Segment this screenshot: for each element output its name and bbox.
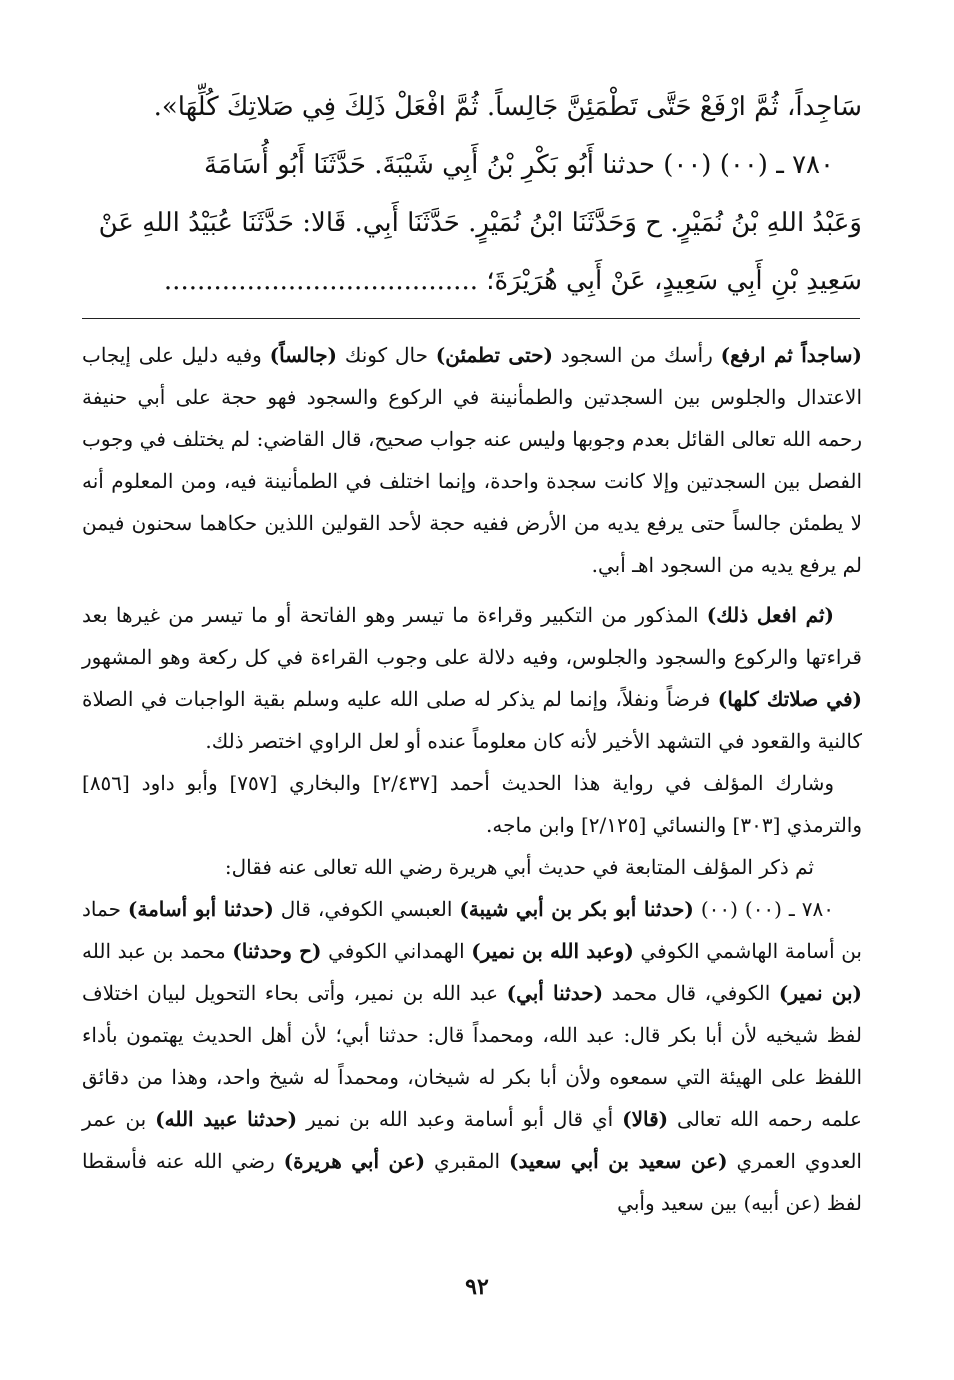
commentary-text: فرضاً ونفلاً، وإنما لم يذكر له صلى الله عليه وسلم بقية الواجبات في الصلاة كالنية والقعود في التشهد الأخير لأنه كان معلوماً عنده أو لعل الراوي اختصر ذلك.	[82, 687, 862, 753]
quoted-phrase: (وعبد الله بن نمير)	[471, 939, 634, 963]
commentary-paragraph	[82, 334, 862, 586]
commentary-text: الكوفي، قال محمد	[603, 981, 779, 1005]
quoted-phrase: (بن نمير)	[778, 981, 862, 1005]
commentary-text: وفيه دليل على إيجاب الاعتدال والجلوس بين السجدتين والطمأنينة في الركوع والسجود فهو حجة على أبي حنيفة رحمه الله تعالى القائل بعدم وجوبها وليس عنه جواب صحيح، قال القاضي: لم يختلف في وجوب الفصل بين السجدتين وإلا كانت سجدة واحدة، وإنما اختلف في الطمأنينة فيه، ومن المعلوم أنه لا يطمئن جالساً حتى يرفع يديه من الأرض ففيه حجة لأحد القولين اللذين حكاهما سحنون فيمن لم يرفع يديه من السجود اهـ أبي.	[82, 343, 862, 577]
quoted-phrase: (جالساً)	[269, 343, 338, 367]
commentary-text: المذكور من التكبير وقراءة ما تيسر وهو الفاتحة أو ما تيسر من غيرها بعد قراءتها والركوع والسجود والجلوس، وفيه دلالة على وجوب القراءة في كل ركعة وهو المشهور	[82, 603, 862, 669]
hadith-line: وَعَبْدُ اللهِ بْنُ نُمَيْرٍ. ح وَحَدَّثَنَا ابْنُ نُمَيْرٍ. حَدَّثَنَا أَبِي. قَالا: حَدَّثَنَا عُبَيْدُ اللهِ عَنْ	[98, 208, 862, 238]
commentary-text: رأسك من السجود	[552, 343, 721, 367]
hadith-line: ٧٨٠ ـ (٠٠) (٠٠) حدثنا أَبُو بَكْرِ بْنُ أَبِي شَيْبَةَ. حَدَّثَنَا أَبُو أُسَامَةَ	[204, 150, 834, 180]
commentary-text: عبد الله بن نمير، وأتى بحاء التحويل لبيان اختلاف لفظ شيخيه لأن أبا بكر قال: عبد الله، ومحمداً قال: حدثنا أبي؛ لأن أهل الحديث يهتمون بأداء اللفظ على الهيئة التي سمعوه ولأن أبا بكر له شيخان، ومحمداً له شيخ واحد، وهذا من دقائق علمه رحمه الله تعالى	[82, 981, 862, 1131]
quoted-phrase: (في صلاتك كلها)	[717, 687, 862, 711]
quoted-phrase: (ثم افعل ذلك)	[706, 603, 834, 627]
quoted-phrase: (حدثنا أبو أسامة)	[127, 897, 274, 921]
hadith-number: ٧٨٠ ـ (٠٠) (٠٠)	[693, 897, 834, 921]
hadith-line: سَعِيدِ بْنِ أَبِي سَعِيدٍ، عَنْ أَبِي هُرَيْرَةَ؛ ......................................	[163, 266, 862, 296]
commentary-text: بن عمر العدوي العمري	[82, 1107, 862, 1173]
commentary-text: العبسي الكوفي، قال	[273, 897, 460, 921]
quoted-phrase: (حدثنا عبيد الله)	[155, 1107, 298, 1131]
commentary-text: حال كونك	[337, 343, 436, 367]
quoted-phrase: (قالا)	[622, 1107, 669, 1131]
commentary-text: المقبري	[425, 1149, 509, 1173]
footnote-separator	[82, 318, 860, 319]
commentary-text: حماد بن أسامة الهاشمي الكوفي	[82, 897, 862, 963]
isnad-commentary	[82, 888, 862, 1224]
commentary	[82, 334, 862, 1224]
references-paragraph: وشارك المؤلف في رواية هذا الحديث أحمد [٢/٤٣٧] والبخاري [٧٥٧] وأبو داود [٨٥٦] والترمذي [٣٠٣] والنسائي [٢/١٢٥] وابن ماجه.	[82, 771, 862, 837]
quoted-phrase: (ح وحدثنا)	[232, 939, 322, 963]
quoted-phrase: (حتى تطمئن)	[435, 343, 553, 367]
commentary-text: محمد بن عبد الله	[82, 939, 233, 963]
quoted-phrase: (حدثنا أبي)	[506, 981, 604, 1005]
quoted-phrase: (عن أبي هريرة)	[283, 1149, 426, 1173]
commentary-text: أي قال أبو أسامة وعبد الله بن نمير	[297, 1107, 623, 1131]
commentary-paragraph	[82, 594, 862, 762]
commentary-text: الهمداني الكوفي	[321, 939, 472, 963]
quoted-phrase: (ساجداً ثم ارفع)	[720, 343, 862, 367]
transition-paragraph: ثم ذكر المؤلف المتابعة في حديث أبي هريرة رضي الله تعالى عنه فقال:	[224, 855, 814, 879]
quoted-phrase: (حدثنا أبو بكر بن أبي شيبة)	[459, 897, 694, 921]
quoted-phrase: (عن سعيد بن أبي سعيد)	[509, 1149, 728, 1173]
hadith-line: سَاجِداً، ثُمَّ ارْفَعْ حَتَّى تَطْمَئِنَّ جَالِساً. ثُمَّ افْعَلْ ذَلِكَ فِي صَلاتِكَ كُلِّهَا».	[153, 92, 862, 122]
page-number: ٩٢	[465, 1274, 489, 1300]
commentary-text: رضي الله عنه فأسقطا لفظ (عن أبيه) بين سعيد وأبي	[82, 1149, 862, 1215]
hadith-text	[82, 78, 862, 310]
